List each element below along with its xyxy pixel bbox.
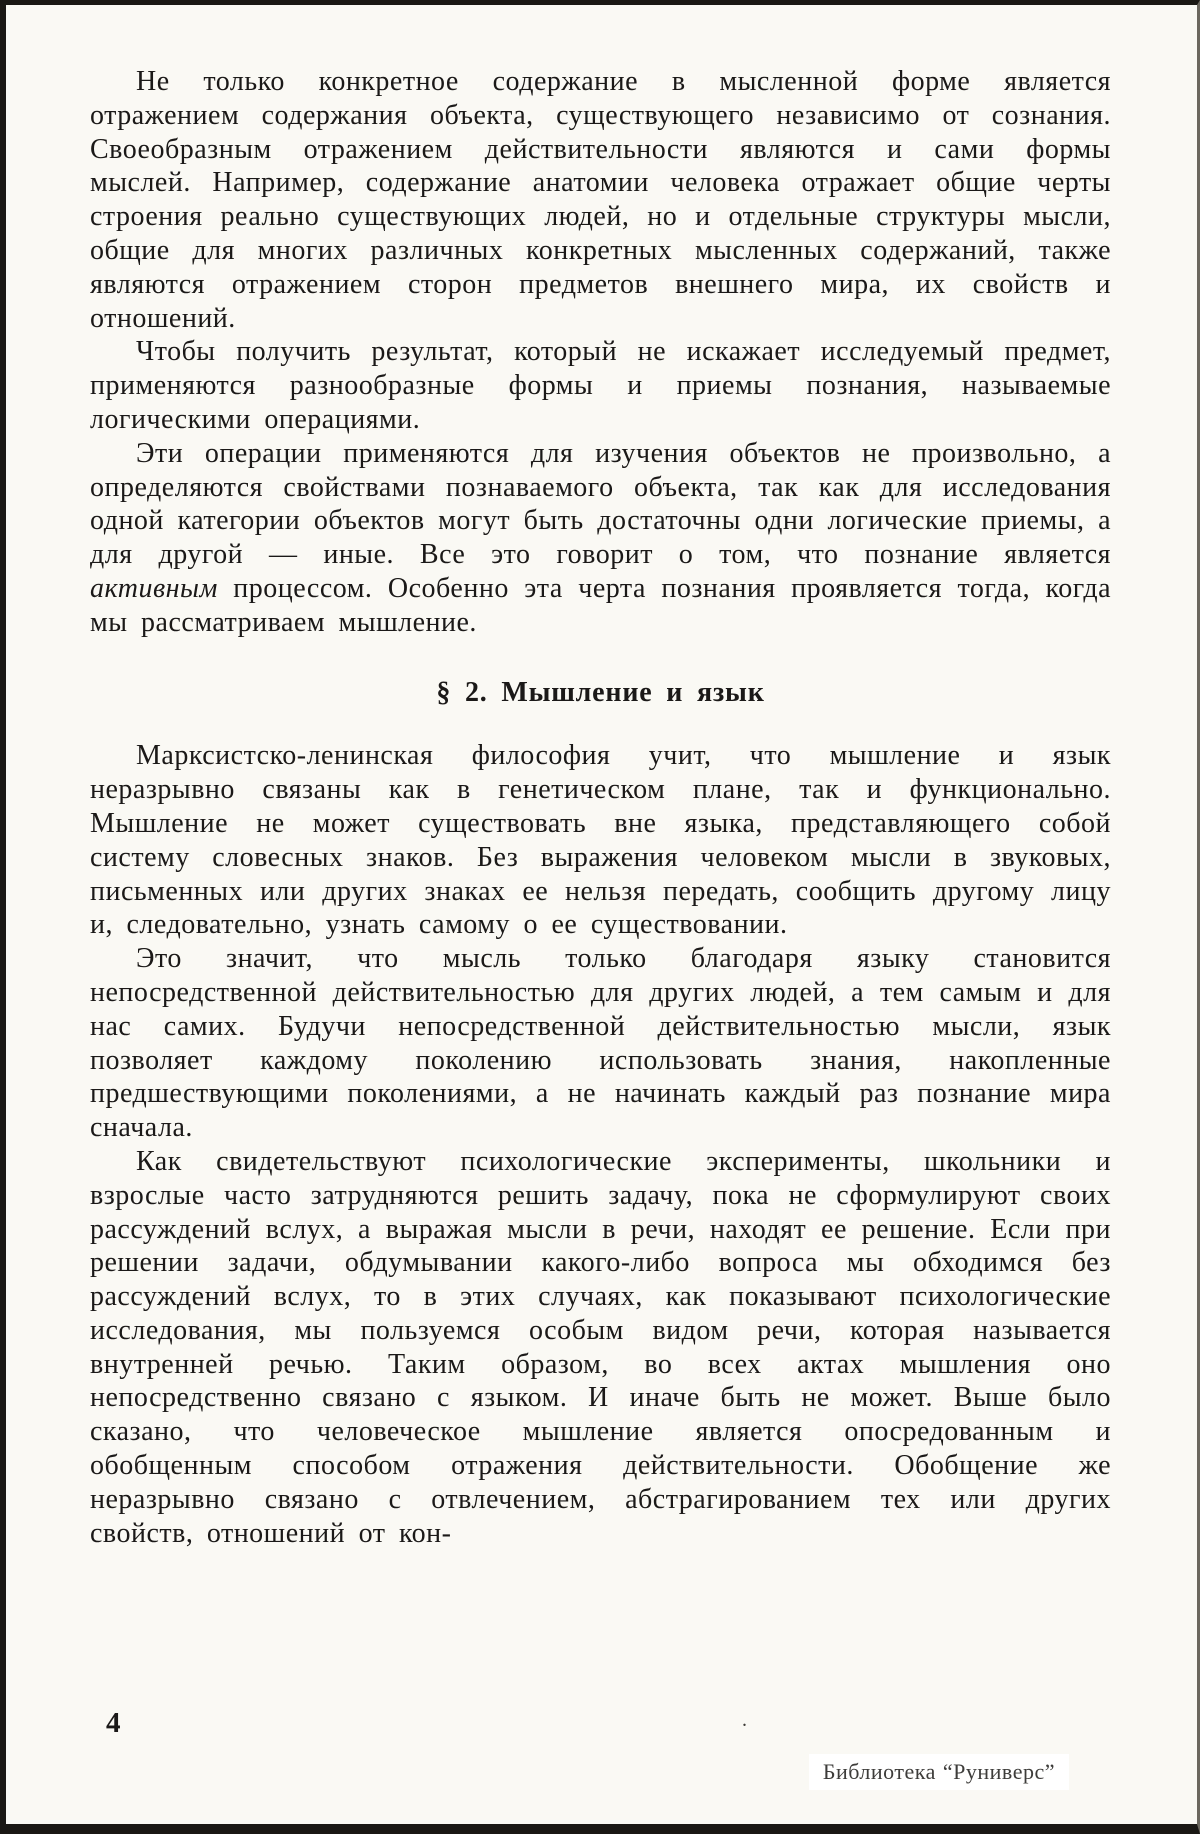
paragraph: Чтобы получить результат, который не искажает исследуемый предмет, применяются разнообразные формы и приемы познания, называемые логическими операциями. bbox=[90, 336, 1111, 435]
paragraph: Марксистско-ленинская философия учит, что мышление и язык неразрывно связаны как в генетическом плане, так и функционально. Мышление не может существовать вне языка, представляющего собой систему словесных знаков. Без выражения человеком мысли в звуковых, письменных или других знаках ее нельзя передать, сообщить другому лицу и, следовательно, узнать самому о ее существовании. bbox=[90, 740, 1111, 941]
scan-artifact-dot: . bbox=[742, 1709, 747, 1731]
paragraph-text: Эти операции применяются для изучения объектов не произвольно, а определяются свойствами познаваемого объекта, так как для исследования одной категории объектов могут быть достаточны одни логические приемы, а для другой — иные. Все это говорит о том, что познание является bbox=[90, 437, 1111, 571]
section-heading: § 2. Мышление и язык bbox=[436, 676, 765, 708]
paragraph bbox=[90, 437, 1111, 640]
page-text bbox=[90, 65, 1111, 1550]
emphasis-word: активным bbox=[90, 572, 218, 604]
paragraph: Это значит, что мысль только благодаря языку становится непосредственной действительностью для других людей, а тем самым и для нас самих. Будучи непосредственной действительностью мысли, язык позволяет каждому поколению использовать знания, накопленные предшествующими поколениями, а не начинать каждый раз познание мира сначала. bbox=[90, 943, 1111, 1144]
page-number: 4 bbox=[106, 1707, 121, 1739]
library-watermark: Библиотека “Руниверс” bbox=[809, 1754, 1069, 1790]
paragraph: Не только конкретное содержание в мысленной форме является отражением содержания объекта, существующего независимо от сознания. Своеобразным отражением действительности являются и сами формы мыслей. Например, содержание анатомии человека отражает общие черты строения реально существующих людей, но и отдельные структуры мысли, общие для многих различных конкретных мысленных содержаний, также являются отражением сторон предметов внешнего мира, их свойств и отношений. bbox=[90, 66, 1111, 334]
paragraph: Как свидетельствуют психологические эксперименты, школьники и взрослые часто затрудняются решить задачу, пока не сформулируют своих рассуждений вслух, а выражая мысли в речи, находят ее решение. Если при решении задачи, обдумывании какого-либо вопроса мы обходимся без рассуждений вслух, то в этих случаях, как показывают психологические исследования, мы пользуемся особым видом речи, которая называется внутренней речью. Таким образом, во всех актах мышления оно непосредственно связано с языком. И иначе быть не может. Выше было сказано, что человеческое мышление является опосредованным и обобщенным способом отражения действительности. Обобщение же неразрывно связано с отвлечением, абстрагированием тех или других свойств, отношений от кон- bbox=[90, 1145, 1111, 1549]
paragraph-text: процессом. Особенно эта черта познания проявляется тогда, когда мы рассматриваем мышление. bbox=[90, 572, 1111, 638]
